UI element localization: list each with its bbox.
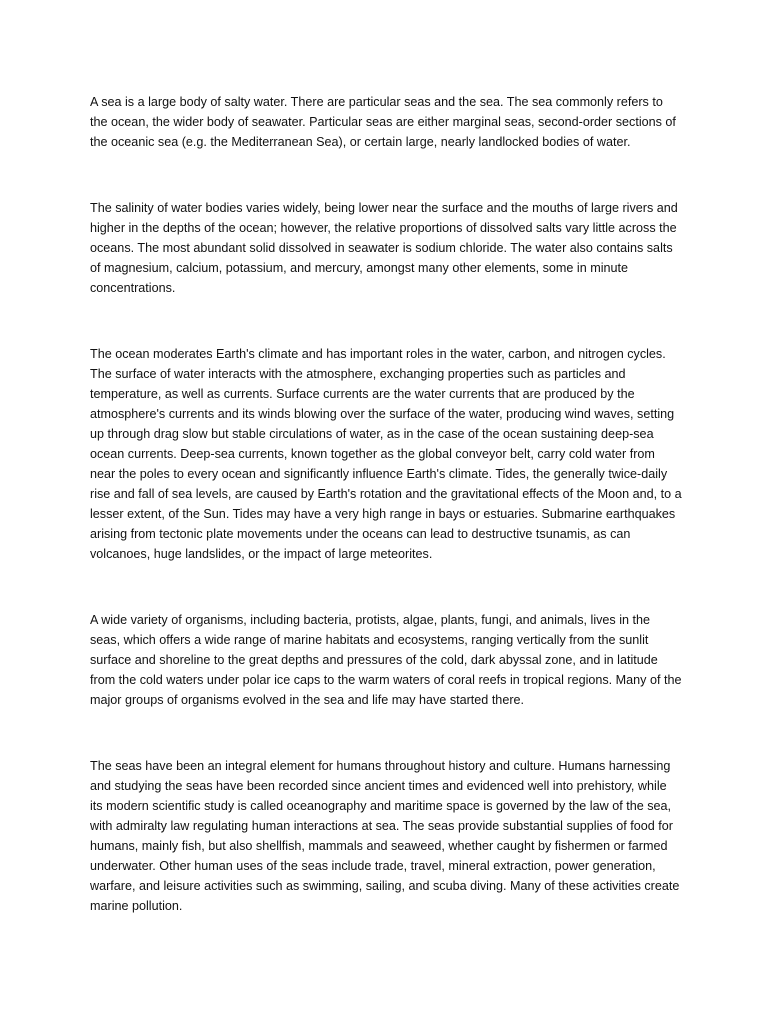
paragraph-4: A wide variety of organisms, including bacteria, protists, algae, plants, fungi, and animals, lives in the seas, which offers a wide range of marine habitats and ecosystems, ranging vertically from the sunlit surface and shoreline to the great depths and pressures of the cold, dark abyssal zone, and in latitude from the cold waters under polar ice caps to the warm waters of coral reefs in tropical regions. Many of the major groups of organisms evolved in the sea and life may have started there. (90, 613, 682, 707)
document-page (90, 92, 682, 916)
paragraph-1: A sea is a large body of salty water. There are particular seas and the sea. The sea commonly refers to the ocean, the wider body of seawater. Particular seas are either marginal seas, second-order sections of the oceanic sea (e.g. the Mediterranean Sea), or certain large, nearly landlocked bodies of water. (90, 95, 676, 149)
paragraph-spacer (90, 710, 682, 756)
paragraph-3: The ocean moderates Earth's climate and has important roles in the water, carbon, and nitrogen cycles. The surface of water interacts with the atmosphere, exchanging properties such as particles and temperature, as well as currents. Surface currents are the water currents that are produced by the atmosphere's currents and its winds blowing over the surface of the water, producing wind waves, setting up through drag slow but stable circulations of water, as in the case of the ocean sustaining deep-sea ocean currents. Deep-sea currents, known together as the global conveyor belt, carry cold water from near the poles to every ocean and significantly influence Earth's climate. Tides, the generally twice-daily rise and fall of sea levels, are caused by Earth's rotation and the gravitational effects of the Moon and, to a lesser extent, of the Sun. Tides may have a very high range in bays or estuaries. Submarine earthquakes arising from tectonic plate movements under the oceans can lead to destructive tsunamis, as can volcanoes, huge landslides, or the impact of large meteorites. (90, 347, 682, 561)
paragraph-spacer (90, 152, 682, 198)
paragraph-2: The salinity of water bodies varies widely, being lower near the surface and the mouths of large rivers and higher in the depths of the ocean; however, the relative proportions of dissolved salts vary little across the oceans. The most abundant solid dissolved in seawater is sodium chloride. The water also contains salts of magnesium, calcium, potassium, and mercury, amongst many other elements, some in minute concentrations. (90, 201, 678, 295)
paragraph-spacer (90, 298, 682, 344)
paragraph-5: The seas have been an integral element for humans throughout history and culture. Humans harnessing and studying the seas have been recorded since ancient times and evidenced well into prehistory, while its modern scientific study is called oceanography and maritime space is governed by the law of the sea, with admiralty law regulating human interactions at sea. The seas provide substantial supplies of food for humans, mainly fish, but also shellfish, mammals and seaweed, whether caught by fishermen or farmed underwater. Other human uses of the seas include trade, travel, mineral extraction, power generation, warfare, and leisure activities such as swimming, sailing, and scuba diving. Many of these activities create marine pollution. (90, 759, 680, 913)
paragraph-spacer (90, 564, 682, 610)
